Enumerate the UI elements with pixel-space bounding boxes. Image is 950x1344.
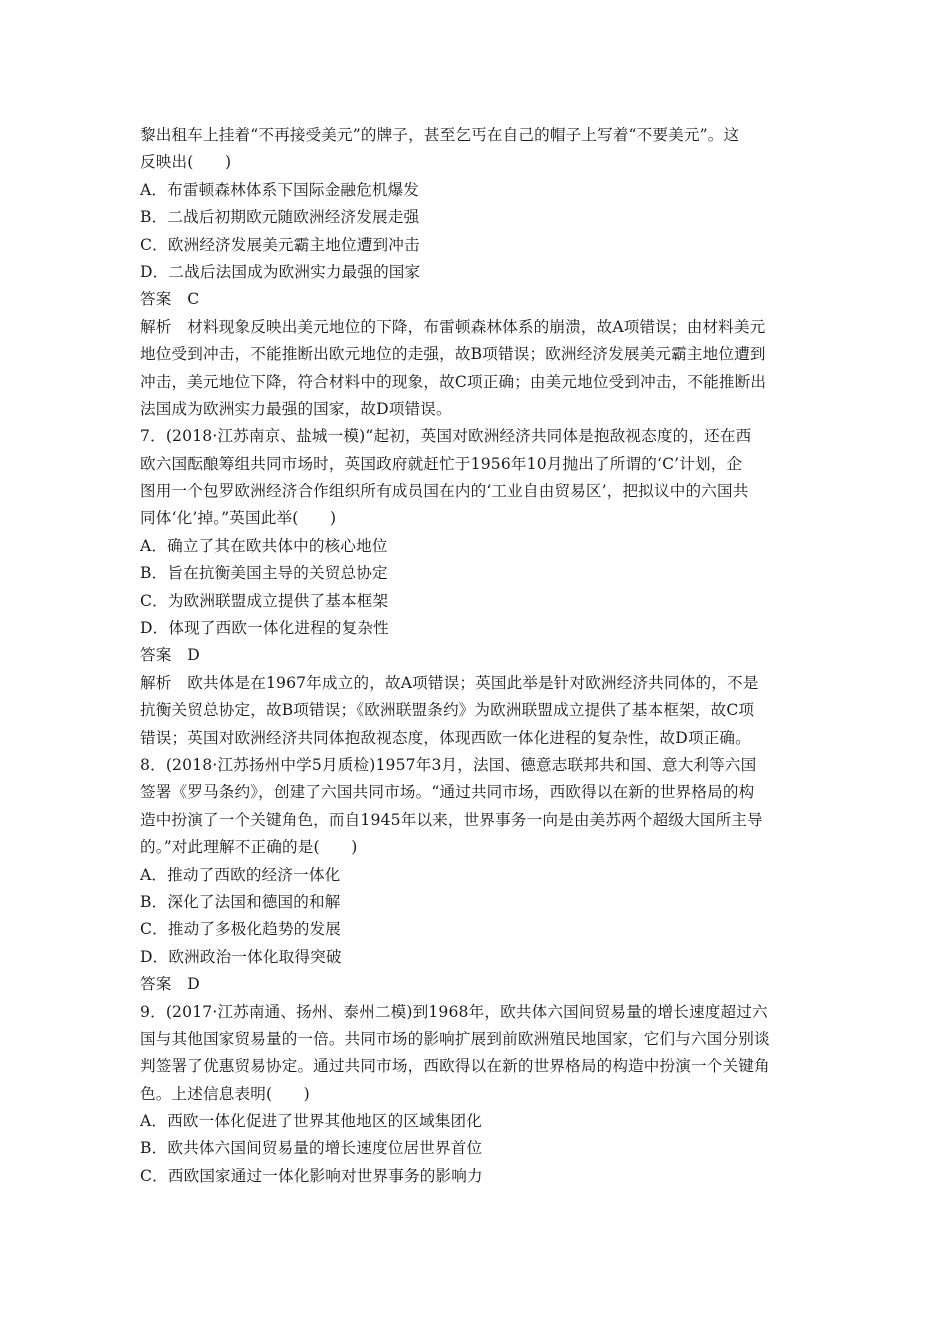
option-d: D．欧洲政治一体化取得突破 bbox=[140, 947, 342, 966]
question-7-stem: 图用一个包罗欧洲经济合作组织所有成员国在内的‘工业自由贸易区’，把拟议中的六国共 bbox=[140, 482, 749, 501]
option-a: A．确立了其在欧共体中的核心地位 bbox=[140, 536, 388, 555]
document-page bbox=[140, 122, 812, 1190]
analysis-line: 抗衡关贸总协定，故B项错误；《欧洲联盟条约》为欧洲联盟成立提供了基本框架，故C项 bbox=[140, 701, 755, 720]
question-9-stem: 国与其他国家贸易量的一倍。共同市场的影响扩展到前欧洲殖民地国家，它们与六国分别谈 bbox=[140, 1029, 770, 1048]
analysis-line: 法国成为欧洲实力最强的国家，故D项错误。 bbox=[140, 399, 452, 418]
option-a: A．推动了西欧的经济一体化 bbox=[140, 865, 341, 884]
option-c: C．西欧国家通过一体化影响对世界事务的影响力 bbox=[140, 1166, 483, 1185]
question-9-stem: 9．(2017·江苏南通、扬州、泰州二模)到1968年，欧共体六国间贸易量的增长速度超过六 bbox=[140, 1002, 768, 1021]
question-7-stem: 7．(2018·江苏南京、盐城一模)“起初，英国对欧洲经济共同体是抱敌视态度的，还在西 bbox=[140, 427, 752, 446]
analysis-line: 错误；英国对欧洲经济共同体抱敌视态度，体现西欧一体化进程的复杂性，故D项正确。 bbox=[140, 728, 751, 747]
question-8-stem: 8．(2018·江苏扬州中学5月质检)1957年3月，法国、德意志联邦共和国、意大利等六国 bbox=[140, 755, 757, 774]
analysis-line: 解析 欧共体是在1967年成立的，故A项错误；英国此举是针对欧洲经济共同体的，不是 bbox=[140, 673, 759, 692]
question-8-stem: 签署《罗马条约》，创建了六国共同市场。“通过共同市场，西欧得以在新的世界格局的构 bbox=[140, 783, 755, 802]
option-d: D．体现了西欧一体化进程的复杂性 bbox=[140, 619, 389, 638]
analysis-line: 冲击，美元地位下降，符合材料中的现象，故C项正确；由美元地位受到冲击，不能推断出 bbox=[140, 372, 767, 391]
analysis-line: 地位受到冲击，不能推断出欧元地位的走强，故B项错误；欧洲经济发展美元霸主地位遭到 bbox=[140, 345, 766, 364]
analysis-line: 解析 材料现象反映出美元地位的下降，布雷顿森林体系的崩溃，故A项错误；由材料美元 bbox=[140, 317, 766, 336]
option-c: C．推动了多极化趋势的发展 bbox=[140, 920, 342, 939]
answer-line: 答案 D bbox=[140, 975, 200, 994]
option-c: C．为欧洲联盟成立提供了基本框架 bbox=[140, 591, 389, 610]
question-9-stem: 色。上述信息表明( ) bbox=[140, 1084, 310, 1103]
question-9-stem: 判签署了优惠贸易协定。通过共同市场，西欧得以在新的世界格局的构造中扮演一个关键角 bbox=[140, 1057, 770, 1076]
option-a: A．西欧一体化促进了世界其他地区的区域集团化 bbox=[140, 1112, 483, 1131]
option-b: B．二战后初期欧元随欧洲经济发展走强 bbox=[140, 208, 420, 227]
text-line: 黎出租车上挂着“不再接受美元”的牌子，甚至乞丐在自己的帽子上写着“不要美元”。这 bbox=[140, 126, 740, 144]
option-b: B．欧共体六国间贸易量的增长速度位居世界首位 bbox=[140, 1139, 483, 1158]
question-8-stem: 的。”对此理解不正确的是( ) bbox=[140, 838, 358, 857]
answer-line: 答案 D bbox=[140, 646, 200, 665]
option-a: A．布雷顿森林体系下国际金融危机爆发 bbox=[140, 180, 420, 199]
text-line: 反映出( ) bbox=[140, 153, 232, 172]
question-8-stem: 造中扮演了一个关键角色，而自1945年以来，世界事务一向是由美苏两个超级大国所主导 bbox=[140, 810, 763, 829]
option-c: C．欧洲经济发展美元霸主地位遭到冲击 bbox=[140, 235, 420, 254]
question-7-stem: 欧六国酝酿筹组共同市场时，英国政府就赶忙于1956年10月抛出了所谓的‘C’计划，企 bbox=[140, 454, 743, 473]
answer-line: 答案 C bbox=[140, 290, 200, 309]
option-b: B．深化了法国和德国的和解 bbox=[140, 892, 341, 911]
option-d: D．二战后法国成为欧洲实力最强的国家 bbox=[140, 262, 421, 281]
option-b: B．旨在抗衡美国主导的关贸总协定 bbox=[140, 564, 388, 583]
question-7-stem: 同体‘化’掉。”英国此举( ) bbox=[140, 509, 337, 528]
